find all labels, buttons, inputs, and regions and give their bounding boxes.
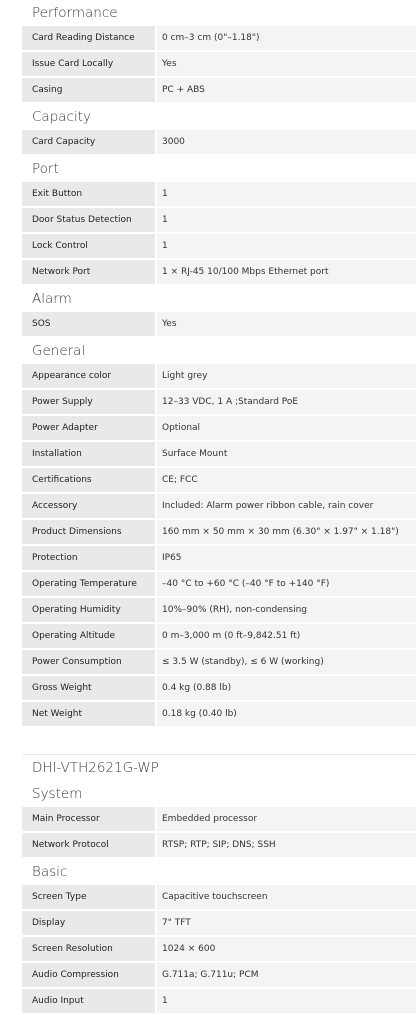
spec-label: Network Protocol <box>22 833 155 857</box>
spec-row <box>22 390 416 414</box>
spec-row <box>22 416 416 440</box>
spec-value: Light grey <box>157 364 416 388</box>
spec-value: Included: Alarm power ribbon cable, rain cover <box>157 494 416 518</box>
spec-row <box>22 468 416 492</box>
spec-row <box>22 442 416 466</box>
spec-value: 12–33 VDC, 1 A ;Standard PoE <box>157 390 416 414</box>
spec-value: Yes <box>157 52 416 76</box>
spec-value: 10%–90% (RH), non-condensing <box>157 598 416 622</box>
spec-label: Display <box>22 911 155 935</box>
spec-label: Appearance color <box>22 364 155 388</box>
spec-row <box>22 546 416 570</box>
spec-row <box>22 494 416 518</box>
spec-row <box>22 208 416 232</box>
spec-label: Power Supply <box>22 390 155 414</box>
spec-label: Casing <box>22 78 155 102</box>
spec-label: Issue Card Locally <box>22 52 155 76</box>
spec-value: 0.18 kg (0.40 lb) <box>157 702 416 726</box>
spec-row <box>22 885 416 909</box>
section-title-alarm: Alarm <box>32 291 72 307</box>
spec-value: 1 <box>157 989 416 1013</box>
spec-label: Certifications <box>22 468 155 492</box>
spec-row <box>22 234 416 258</box>
spec-value: 1024 × 600 <box>157 937 416 961</box>
spec-value: 7" TFT <box>157 911 416 935</box>
spec-row <box>22 702 416 726</box>
spec-label: Power Consumption <box>22 650 155 674</box>
spec-row <box>22 911 416 935</box>
spec-value: ≤ 3.5 W (standby), ≤ 6 W (working) <box>157 650 416 674</box>
spec-value: 160 mm × 50 mm × 30 mm (6.30" × 1.97" × 1.18") <box>157 520 416 544</box>
spec-value: 1 × RJ-45 10/100 Mbps Ethernet port <box>157 260 416 284</box>
spec-label: Door Status Detection <box>22 208 155 232</box>
spec-value: PC + ABS <box>157 78 416 102</box>
spec-sections-bottom <box>22 781 416 1013</box>
spec-label: Installation <box>22 442 155 466</box>
spec-label: Card Capacity <box>22 130 155 154</box>
section-title-performance: Performance <box>32 5 118 21</box>
spec-label: Gross Weight <box>22 676 155 700</box>
spec-label: SOS <box>22 312 155 336</box>
spec-value: RTSP; RTP; SIP; DNS; SSH <box>157 833 416 857</box>
spec-value: 0.4 kg (0.88 lb) <box>157 676 416 700</box>
spec-row <box>22 130 416 154</box>
spec-label: Audio Compression <box>22 963 155 987</box>
spec-label: Operating Humidity <box>22 598 155 622</box>
spec-row <box>22 182 416 206</box>
spec-label: Card Reading Distance <box>22 26 155 50</box>
spec-label: Network Port <box>22 260 155 284</box>
spec-row <box>22 650 416 674</box>
spec-value: 0 m–3,000 m (0 ft–9,842.51 ft) <box>157 624 416 648</box>
spec-row <box>22 26 416 50</box>
spec-label: Exit Button <box>22 182 155 206</box>
section-gap <box>22 728 416 754</box>
spec-row <box>22 364 416 388</box>
spec-label: Audio Input <box>22 989 155 1013</box>
spec-value: 3000 <box>157 130 416 154</box>
spec-label: Screen Type <box>22 885 155 909</box>
spec-value: Yes <box>157 312 416 336</box>
spec-row <box>22 937 416 961</box>
spec-value: Optional <box>157 416 416 440</box>
spec-row <box>22 833 416 857</box>
spec-value: Surface Mount <box>157 442 416 466</box>
product-title: DHI-VTH2621G-WP <box>22 754 416 781</box>
spec-label: Protection <box>22 546 155 570</box>
spec-label: Main Processor <box>22 807 155 831</box>
section-title-capacity: Capacity <box>32 109 91 125</box>
spec-row <box>22 624 416 648</box>
spec-value: 1 <box>157 208 416 232</box>
spec-row <box>22 572 416 596</box>
spec-label: Screen Resolution <box>22 937 155 961</box>
spec-sections-top <box>22 0 416 726</box>
spec-label: Operating Altitude <box>22 624 155 648</box>
spec-value: IP65 <box>157 546 416 570</box>
section-title-general: General <box>32 343 86 359</box>
spec-row <box>22 78 416 102</box>
spec-row <box>22 52 416 76</box>
spec-label: Power Adapter <box>22 416 155 440</box>
spec-row <box>22 260 416 284</box>
section-title-system: System <box>32 786 83 802</box>
spec-value: 1 <box>157 182 416 206</box>
section-title-port: Port <box>32 161 59 177</box>
spec-label: Product Dimensions <box>22 520 155 544</box>
spec-row <box>22 312 416 336</box>
spec-row <box>22 807 416 831</box>
spec-row <box>22 963 416 987</box>
spec-value: –40 °C to +60 °C (–40 °F to +140 °F) <box>157 572 416 596</box>
spec-label: Accessory <box>22 494 155 518</box>
spec-label: Operating Temperature <box>22 572 155 596</box>
spec-value: Capacitive touchscreen <box>157 885 416 909</box>
spec-value: 1 <box>157 234 416 258</box>
spec-value: 0 cm–3 cm (0"–1.18") <box>157 26 416 50</box>
spec-label: Net Weight <box>22 702 155 726</box>
spec-value: G.711a; G.711u; PCM <box>157 963 416 987</box>
spec-sheet <box>22 0 416 1013</box>
spec-value: CE; FCC <box>157 468 416 492</box>
spec-value: Embedded processor <box>157 807 416 831</box>
section-title-basic: Basic <box>32 864 68 880</box>
spec-row <box>22 520 416 544</box>
spec-row <box>22 989 416 1013</box>
spec-label: Lock Control <box>22 234 155 258</box>
spec-row <box>22 598 416 622</box>
spec-row <box>22 676 416 700</box>
